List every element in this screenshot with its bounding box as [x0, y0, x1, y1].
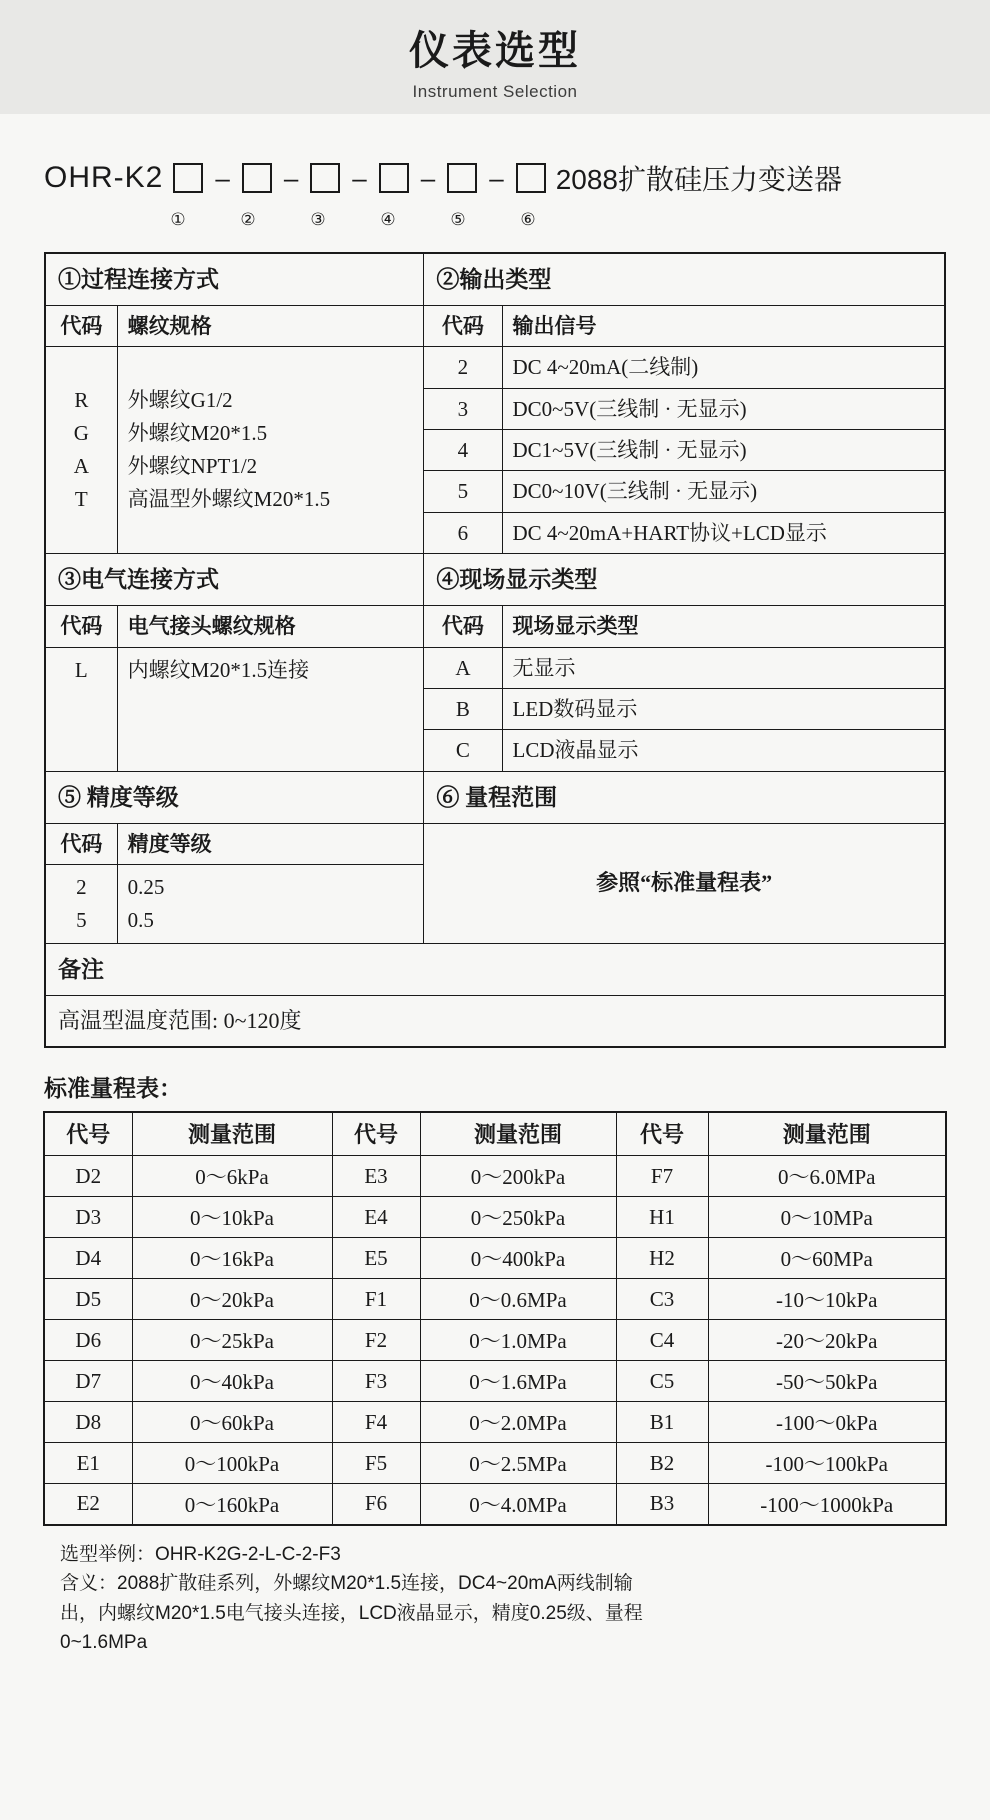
range-cell: F5	[332, 1443, 420, 1484]
section2-value-1: DC0~5V(三线制 · 无显示)	[502, 388, 945, 429]
section5-col-value: 精度等级	[117, 823, 424, 864]
code-box-2[interactable]	[242, 163, 272, 193]
range-cell: 0～1.0MPa	[420, 1320, 616, 1361]
range-cell: -100～0kPa	[708, 1402, 946, 1443]
section4-value-2: LCD液晶显示	[502, 730, 945, 771]
section1-value-2: 外螺纹NPT1/2	[127, 454, 258, 479]
section1-value-1: 外螺纹M20*1.5	[127, 421, 268, 446]
section1-code-3: T	[74, 487, 88, 512]
range-cell: -100～1000kPa	[708, 1484, 946, 1525]
page-header	[0, 0, 990, 114]
range-cell: -20～20kPa	[708, 1320, 946, 1361]
section2-code-4: 6	[424, 512, 502, 553]
range-cell: C5	[616, 1361, 708, 1402]
range-cell: E3	[332, 1156, 420, 1197]
range-cell: 0～160kPa	[132, 1484, 332, 1525]
mark-6: ⑥	[520, 210, 536, 229]
dash-5: –	[489, 162, 504, 193]
section2-value-4: DC 4~20mA+HART协议+LCD显示	[502, 512, 945, 553]
range-col-0: 代号	[44, 1112, 132, 1156]
range-cell: 0～200kPa	[420, 1156, 616, 1197]
table-row	[45, 647, 945, 688]
section3-code-0: L	[45, 647, 117, 771]
table-row	[44, 1238, 946, 1279]
range-cell: 0～4.0MPa	[420, 1484, 616, 1525]
range-cell: B1	[616, 1402, 708, 1443]
table-row	[45, 606, 945, 647]
table-row	[44, 1361, 946, 1402]
section5-title: ⑤ 精度等级	[45, 771, 424, 823]
range-cell: 0～60kPa	[132, 1402, 332, 1443]
section1-code-0: R	[74, 388, 89, 413]
section2-code-0: 2	[424, 347, 502, 388]
footer-line-2: 含义：2088扩散硅系列，外螺纹M20*1.5连接，DC4~20mA两线制输	[60, 1573, 633, 1595]
range-col-3: 测量范围	[420, 1112, 616, 1156]
section3-col-value: 电气接头螺纹规格	[117, 606, 424, 647]
section2-title: ②输出类型	[424, 253, 945, 306]
section5-code-1: 5	[76, 907, 87, 932]
range-cell: F6	[332, 1484, 420, 1525]
range-cell: F7	[616, 1156, 708, 1197]
code-box-3[interactable]	[310, 163, 340, 193]
footer-line-3: 出，内螺纹M20*1.5电气接头连接，LCD液晶显示，精度0.25级、量程	[60, 1602, 643, 1624]
range-cell: 0～100kPa	[132, 1443, 332, 1484]
range-cell: 0～10kPa	[132, 1197, 332, 1238]
range-cell: 0～400kPa	[420, 1238, 616, 1279]
section5-codes	[45, 864, 117, 943]
range-cell: 0～16kPa	[132, 1238, 332, 1279]
range-cell: D7	[44, 1361, 132, 1402]
table-row	[45, 771, 945, 823]
section1-code-1: G	[73, 421, 89, 446]
range-cell: D4	[44, 1238, 132, 1279]
range-cell: H1	[616, 1197, 708, 1238]
section5-values	[117, 864, 424, 943]
table-row	[45, 823, 945, 864]
section2-value-0: DC 4~20mA(二线制)	[502, 347, 945, 388]
range-cell: F4	[332, 1402, 420, 1443]
range-cell: H2	[616, 1238, 708, 1279]
table-row	[45, 554, 945, 606]
range-cell: 0～20kPa	[132, 1279, 332, 1320]
footer-line-4: 0~1.6MPa	[60, 1631, 148, 1653]
section1-codes	[45, 347, 117, 554]
range-cell: F1	[332, 1279, 420, 1320]
table-row	[45, 306, 945, 347]
dash-2: –	[283, 162, 299, 193]
section3-title: ③电气连接方式	[45, 554, 424, 606]
model-prefix: OHR-K2	[44, 161, 164, 194]
range-cell: E4	[332, 1197, 420, 1238]
section4-code-1: B	[424, 688, 502, 729]
table-row	[45, 943, 945, 995]
section2-code-1: 3	[424, 388, 502, 429]
table-row	[44, 1320, 946, 1361]
mark-1: ①	[170, 210, 186, 229]
range-col-4: 代号	[616, 1112, 708, 1156]
table-row	[45, 347, 945, 388]
range-cell: -10～10kPa	[708, 1279, 946, 1320]
section1-value-0: 外螺纹G1/2	[127, 388, 233, 413]
range-cell: 0～0.6MPa	[420, 1279, 616, 1320]
section4-code-2: C	[424, 730, 502, 771]
range-cell: 0～6kPa	[132, 1156, 332, 1197]
dash-3: –	[352, 162, 367, 193]
section2-value-2: DC1~5V(三线制 · 无显示)	[502, 430, 945, 471]
range-cell: B3	[616, 1484, 708, 1525]
range-col-1: 测量范围	[132, 1112, 332, 1156]
range-cell: F2	[332, 1320, 420, 1361]
range-cell: D8	[44, 1402, 132, 1443]
range-cell: -100～100kPa	[708, 1443, 946, 1484]
range-cell: 0～1.6MPa	[420, 1361, 616, 1402]
range-cell: E5	[332, 1238, 420, 1279]
section1-col-value: 螺纹规格	[117, 306, 424, 347]
section1-code-2: A	[73, 454, 89, 479]
section1-values	[117, 347, 424, 554]
section1-title: ①过程连接方式	[45, 253, 424, 306]
specification-table	[44, 252, 946, 1048]
table-row	[44, 1197, 946, 1238]
table-row	[45, 995, 945, 1046]
section4-title: ④现场显示类型	[424, 554, 945, 606]
range-cell: F3	[332, 1361, 420, 1402]
range-table-title: 标准量程表：	[44, 1075, 182, 1101]
page-subtitle: Instrument Selection	[412, 81, 578, 101]
section5-value-0: 0.25	[127, 874, 165, 899]
dash-4: –	[420, 162, 436, 193]
table-row	[44, 1156, 946, 1197]
code-box-1[interactable]	[173, 163, 203, 193]
model-suffix: 2088扩散硅压力变送器	[555, 164, 842, 195]
page-title: 仪表选型	[409, 28, 581, 73]
table-row	[44, 1402, 946, 1443]
section3-value-0: 内螺纹M20*1.5连接	[117, 647, 424, 771]
section4-code-0: A	[424, 647, 502, 688]
range-cell: 0～60MPa	[708, 1238, 946, 1279]
range-cell: D5	[44, 1279, 132, 1320]
mark-2: ②	[240, 210, 256, 229]
footer-line-1: 选型举例：OHR-K2G-2-L-C-2-F3	[60, 1543, 341, 1565]
range-cell: D6	[44, 1320, 132, 1361]
range-cell: D2	[44, 1156, 132, 1197]
range-cell: D3	[44, 1197, 132, 1238]
range-cell: 0～250kPa	[420, 1197, 616, 1238]
range-cell: 0～2.5MPa	[420, 1443, 616, 1484]
mark-4: ④	[380, 210, 396, 229]
footer-notes	[60, 1540, 940, 1658]
section2-value-3: DC0~10V(三线制 · 无显示)	[502, 471, 945, 512]
section2-code-3: 5	[424, 471, 502, 512]
section2-col-code: 代码	[424, 306, 502, 347]
table-row	[45, 253, 945, 306]
table-row	[44, 1279, 946, 1320]
table-row	[44, 1484, 946, 1525]
code-box-4[interactable]	[379, 163, 409, 193]
range-cell: 0～6.0MPa	[708, 1156, 946, 1197]
table-row	[44, 1443, 946, 1484]
section2-col-value: 输出信号	[502, 306, 945, 347]
section6-note: 参照“标准量程表”	[424, 823, 945, 943]
range-cell: 0～25kPa	[132, 1320, 332, 1361]
model-mark-numbers	[0, 206, 990, 234]
model-code-row	[0, 150, 990, 206]
section4-col-value: 现场显示类型	[502, 606, 945, 647]
remark-text: 高温型温度范围: 0~120度	[45, 995, 945, 1046]
range-cell: B2	[616, 1443, 708, 1484]
dash-1: –	[215, 162, 230, 193]
range-cell: E2	[44, 1484, 132, 1525]
range-header-row	[44, 1112, 946, 1156]
section1-value-3: 高温型外螺纹M20*1.5	[127, 487, 331, 512]
section5-value-1: 0.5	[127, 907, 154, 932]
section3-col-code: 代码	[45, 606, 117, 647]
remark-title: 备注	[45, 943, 945, 995]
range-cell: -50～50kPa	[708, 1361, 946, 1402]
range-cell: 0～2.0MPa	[420, 1402, 616, 1443]
range-col-2: 代号	[332, 1112, 420, 1156]
section5-code-0: 2	[76, 874, 87, 899]
section1-col-code: 代码	[45, 306, 117, 347]
section5-col-code: 代码	[45, 823, 117, 864]
section4-col-code: 代码	[424, 606, 502, 647]
mark-3: ③	[310, 210, 326, 229]
range-col-5: 测量范围	[708, 1112, 946, 1156]
range-cell: 0～10MPa	[708, 1197, 946, 1238]
code-box-6[interactable]	[516, 163, 546, 193]
section4-value-1: LED数码显示	[502, 688, 945, 729]
code-box-5[interactable]	[447, 163, 477, 193]
range-cell: C4	[616, 1320, 708, 1361]
standard-range-table	[43, 1111, 947, 1526]
mark-5: ⑤	[450, 210, 466, 229]
section6-title: ⑥ 量程范围	[424, 771, 945, 823]
section2-code-2: 4	[424, 430, 502, 471]
range-cell: E1	[44, 1443, 132, 1484]
range-cell: C3	[616, 1279, 708, 1320]
range-cell: 0～40kPa	[132, 1361, 332, 1402]
section4-value-0: 无显示	[502, 647, 945, 688]
